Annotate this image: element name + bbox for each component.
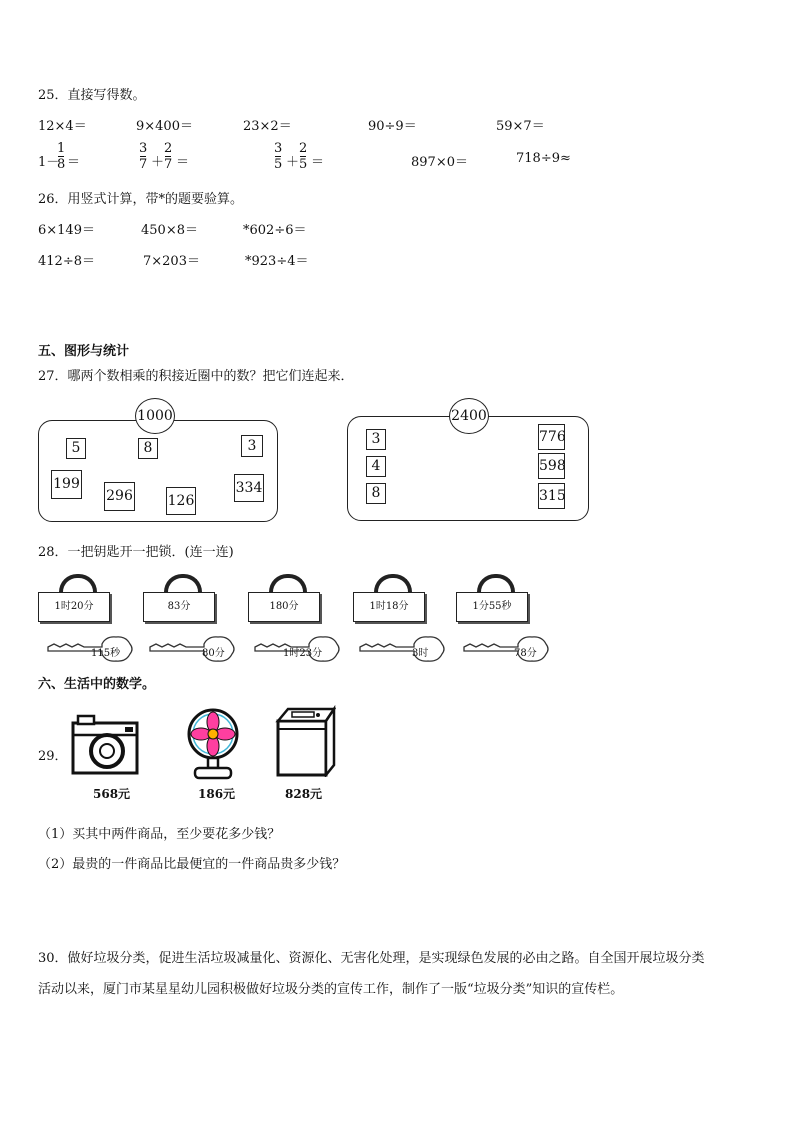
q26-item-2: 450×8＝: [141, 223, 198, 238]
q27-title: 27．哪两个数相乘的积接近圈中的数？把它们连起来．: [38, 369, 354, 384]
q25-frac-c-suffix: ＝: [311, 155, 325, 170]
number-box[interactable]: 3: [366, 429, 386, 450]
q25-item-e: 718÷9≈: [516, 151, 571, 166]
q26-item-5: 7×203＝: [143, 254, 200, 269]
key-label: 78分: [514, 648, 537, 659]
key[interactable]: [462, 634, 552, 664]
q25-item-4: 90÷9＝: [368, 119, 417, 134]
fraction-2-7: [164, 141, 172, 172]
fraction-3-7: [139, 141, 147, 172]
fraction-3-5: [274, 141, 282, 172]
key-label: 115秒: [91, 648, 121, 659]
section-6-title: 六、生活中的数学。: [38, 677, 156, 692]
number-box[interactable]: 8: [138, 438, 158, 459]
q25-title: 25．直接写得数。: [38, 88, 146, 103]
key-icon: [462, 634, 552, 664]
q25-item-5: 59×7＝: [496, 119, 545, 134]
section-5-title: 五、图形与统计: [38, 344, 130, 359]
numerator: 1: [57, 141, 66, 156]
numerator: 3: [139, 141, 148, 156]
fan-icon: [185, 708, 241, 780]
q26-item-6: *923÷4＝: [245, 254, 309, 269]
fraction-1-8: [57, 141, 65, 172]
numerator: 2: [164, 141, 173, 156]
number-box[interactable]: 315: [538, 483, 565, 509]
number-box[interactable]: 3: [241, 435, 263, 457]
lock[interactable]: [353, 574, 427, 622]
denominator: 8: [57, 157, 66, 172]
denominator: 5: [274, 157, 283, 172]
q25-item-2: 9×400＝: [136, 119, 193, 134]
q29-sub2: （2）最贵的一件商品比最便宜的一件商品贵多少钱？: [38, 857, 346, 872]
q26-item-1: 6×149＝: [38, 223, 95, 238]
numerator: 3: [274, 141, 283, 156]
key-label: 1时23分: [283, 648, 323, 659]
q30-line2: 活动以来，厦门市某星星幼儿园积极做好垃圾分类的宣传工作，制作了一版“垃圾分类”知识的宣传栏。: [38, 982, 624, 997]
plus-sign: ＋: [151, 155, 165, 170]
key-icon: [358, 634, 448, 664]
q25-item-3: 23×2＝: [243, 119, 292, 134]
lock[interactable]: [143, 574, 217, 622]
q29-sub1: （1）买其中两件商品，至少要花多少钱？: [38, 827, 281, 842]
washing-machine-icon: [274, 705, 336, 777]
denominator: 7: [139, 157, 148, 172]
key[interactable]: [46, 634, 136, 664]
lock-label: 1时20分: [38, 592, 110, 622]
plus-sign: ＋: [286, 155, 300, 170]
q29-number: 29．: [38, 749, 68, 764]
q30-line1: 30．做好垃圾分类，促进生活垃圾减量化、资源化、无害化处理，是实现绿色发展的必由之路。自全国开展垃圾分类: [38, 951, 705, 966]
number-box[interactable]: 334: [234, 474, 264, 502]
number-box[interactable]: 8: [366, 483, 386, 504]
q25-item-1: 12×4＝: [38, 119, 87, 134]
number-box[interactable]: 199: [51, 470, 82, 499]
lock-label: 83分: [143, 592, 215, 622]
q26-item-3: *602÷6＝: [243, 223, 307, 238]
denominator: 7: [164, 157, 173, 172]
lock[interactable]: [38, 574, 112, 622]
q28-title: 28．一把钥匙开一把锁．(连一连): [38, 545, 234, 560]
target-circle-2400: 2400: [449, 398, 489, 434]
price-washing-machine: 828元: [285, 787, 323, 801]
denominator: 5: [299, 157, 308, 172]
number-box[interactable]: 126: [166, 487, 196, 515]
q25-frac-a-prefix: 1－: [38, 155, 60, 170]
number-box[interactable]: 598: [538, 453, 565, 479]
lock-label: 180分: [248, 592, 320, 622]
numerator: 2: [299, 141, 308, 156]
key-label: 80分: [202, 648, 225, 659]
q25-frac-a-suffix: ＝: [67, 155, 81, 170]
lock[interactable]: [456, 574, 530, 622]
q25-item-d: 897×0＝: [411, 155, 468, 170]
key[interactable]: [148, 634, 238, 664]
lock-label: 1分55秒: [456, 592, 528, 622]
q26-item-4: 412÷8＝: [38, 254, 95, 269]
q25-frac-b-suffix: ＝: [176, 155, 190, 170]
camera-icon: [70, 713, 140, 775]
fraction-2-5: [299, 141, 307, 172]
number-box[interactable]: 4: [366, 456, 386, 477]
q26-title: 26．用竖式计算，带*的题要验算。: [38, 192, 244, 207]
key[interactable]: [358, 634, 448, 664]
key[interactable]: [253, 634, 343, 664]
lock-label: 1时18分: [353, 592, 425, 622]
price-fan: 186元: [198, 787, 236, 801]
price-camera: 568元: [93, 787, 131, 801]
number-box[interactable]: 776: [538, 424, 565, 450]
lock[interactable]: [248, 574, 322, 622]
number-box[interactable]: 296: [104, 482, 135, 511]
number-box[interactable]: 5: [66, 438, 86, 459]
key-label: 3时: [412, 648, 429, 659]
target-circle-1000: 1000: [135, 398, 175, 434]
